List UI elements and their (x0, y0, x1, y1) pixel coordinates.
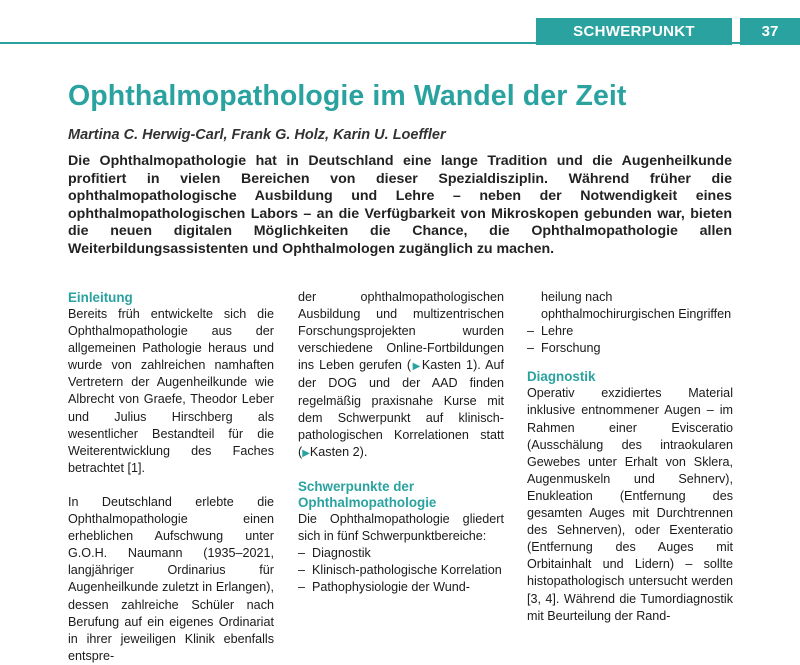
paragraph: Operativ exzidiertes Material inklusive entnommener Augen – im Rahmen einer Evisceratio (Ausschälung des intraokularen Gewebes unter Erhalt von Sklera, Augenmuskeln und Sehnerv), Enukleation (Entfernung des gesamten Auges mit Durchtrennen des Sehnerven), oder Exenteratio (Entfernung des Auges mit Orbitainhalt und Lidern) – sollte histopathologisch untersucht werden [3, 4]. Während die Tumordiagnostik mit Beurteilung der Rand- (527, 386, 733, 623)
heading-diagnostik: Diagnostik (527, 369, 596, 385)
page-number: 37 (740, 18, 800, 45)
triangle-right-icon: ▶ (411, 361, 422, 373)
list-item: – Pathophysiologie der Wund- (298, 579, 504, 596)
column-3 (527, 289, 733, 625)
section-tag: SCHWERPUNKT (536, 18, 732, 45)
triangle-right-icon: ▶ (302, 447, 310, 459)
paragraph: Die Ophthalmopathologie gliedert sich in fünf Schwerpunktbereiche: (298, 511, 504, 544)
focus-list (298, 545, 504, 596)
reference-kasten-2[interactable]: Kasten 2 (309, 444, 360, 459)
column-2 (298, 289, 504, 596)
article-title: Ophthalmopathologie im Wandel der Zeit (68, 80, 627, 112)
list-item: – Klinisch-pathologische Korrelation (298, 562, 504, 579)
article-authors: Martina C. Herwig-Carl, Frank G. Holz, Karin U. Loeffler (68, 127, 446, 143)
focus-list-continued (527, 289, 733, 357)
heading-einleitung: Einleitung (68, 290, 133, 305)
list-item: – Forschung (527, 340, 733, 357)
list-item: – Diagnostik (298, 545, 504, 562)
heading-schwerpunkte: Schwerpunkte der Ophthalmopathologie (298, 478, 437, 510)
reference-kasten-1[interactable]: Kasten 1 (421, 358, 474, 373)
column-1 (68, 290, 274, 665)
paragraph: In Deutschland erlebte die Ophthalmopathologie einen erheblichen Aufschwung unter G.O.H. Naumann (1935–2021, langjähriger Ordinarius für Augenheilkunde zuletzt in Erlangen), dessen zahlreiche Schüler nach Berufung auf ein eigenes Ordinariat in ihrer jeweiligen Klinik ebenfalls entspre- (68, 494, 274, 663)
list-item: – Lehre (527, 323, 733, 340)
paragraph: Bereits früh entwickelte sich die Ophthalmopathologie aus der allgemeinen Pathologie heraus und wurde von zahlreichen namhaften Vertretern der Augenheilkunde wie Albrecht von Graefe, Theodor Leber und Julius Hirschberg als wesentlicher Bestandteil für die Weiterentwicklung des Faches betrachtet [1]. (68, 307, 274, 475)
article-abstract: Die Ophthalmopathologie hat in Deutschland eine lange Tradition und die Augenheilkunde profitiert in vielen Bereichen von dieser Spezialdisziplin. Während früher die ophthalmopathologische Ausbildung und Lehre – neben der Notwendigkeit eines ophthalmopathologischen Labors – an die Verfügbarkeit von Mikroskopen gebunden war, bieten die neuen digitalen Möglichkeiten die Chance, die Ophthalmopathologie allen Weiterbildungsassistenten und Ophthalmologen zugänglich zu machen. (68, 153, 732, 257)
paragraph: der ophthalmopathologischen Ausbildung und multizentrischen Forschungsprojekten wurden verschiedene Online-Fortbildungen ins Leben gerufen (▶Kasten 1). Auf der DOG und der AAD finden regelmäßig praxisnahe Kurse mit dem Schwerpunkt auf klinisch-pathologischen Korrelationen statt (▶Kasten 2). (298, 290, 504, 459)
list-item-continuation: heilung nach ophthalmochirurgischen Eingriffen (541, 290, 732, 322)
